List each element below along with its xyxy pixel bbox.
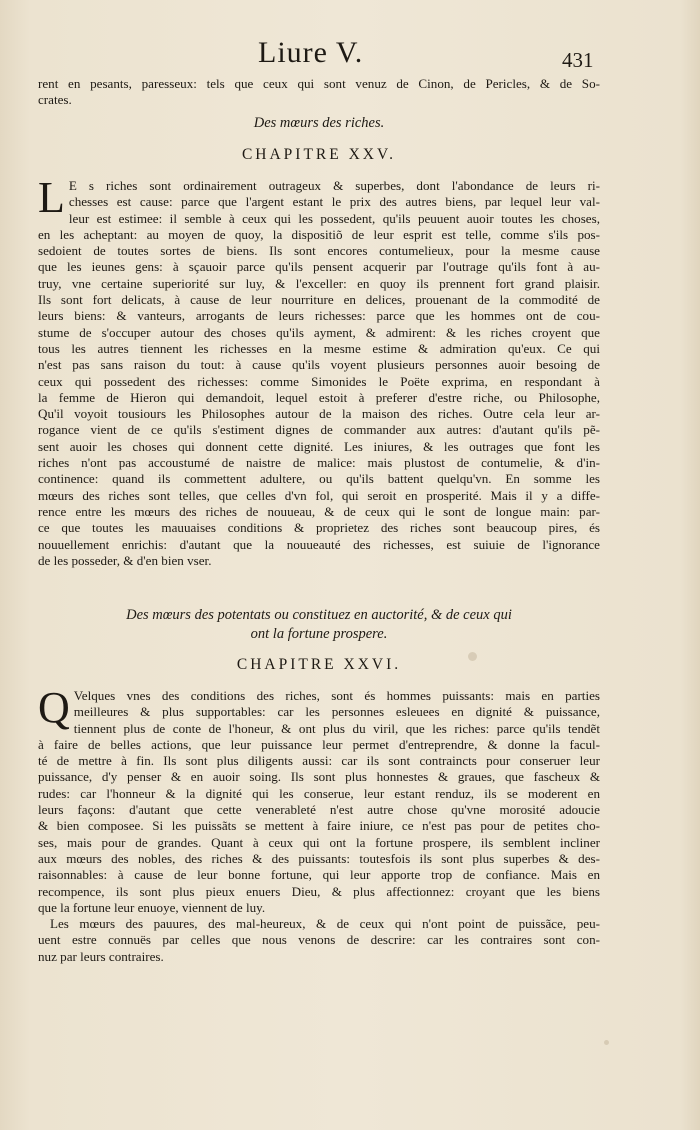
text-line: mœurs des riches sont telles, que celles d'vn fol, qui seroit en prosperité. Mais il y a diffe- — [38, 487, 600, 503]
text-line: à faire de belles actions, que leur puissance leur permet d'entreprendre, & donne la facul- — [38, 736, 600, 752]
text-line: leurs façons: d'autant que cette venerableté n'est autre chose qu'vne morosité adoucie — [38, 802, 600, 818]
page-number: 431 — [562, 48, 594, 72]
text-line: sent auoir les choses qui donnent cette dignité. Les iniures, & les outrages que font les — [38, 438, 600, 454]
text-line: de les posseder, & d'en bien vser. — [38, 552, 212, 568]
section-heading: Des mœurs des riches. — [253, 115, 385, 131]
foxing-spot — [604, 1040, 609, 1045]
text-line: rent en pesants, paresseux: tels que ceux qui sont venuz de Cinon, de Pericles, & de So- — [38, 76, 600, 91]
text-line: Velques vnes des conditions des riches, sont és hommes puissants: mais en parties — [73, 688, 600, 703]
text-line: raisonnables: à cause de leur bonne fortune, qui leur apporte trop de confiance. Mais en — [38, 867, 600, 883]
text-line: meilleures & plus supportables: car les personnes esleuees en dignité & puissance, — [73, 704, 600, 720]
text-line: en les acheptant: au moyen de quoy, la dispositiõ de leur esprit est telle, comme s'ils pos- — [38, 226, 600, 242]
text-line: & bien composee. Si les puissãts se mettent à faire iniure, ce n'est pas pour de petites cho- — [38, 818, 600, 834]
text-line: tiennent plus de conte de l'honeur, & ont plus du viril, que les riches: parce qu'ils tendẽt — [73, 720, 600, 736]
text-line: aux mœurs des nobles, des riches & des puissants: toutesfois ils sont plus superbes & des- — [38, 850, 600, 866]
text-line: continence: quand ils commettent adultere, ou qu'ils battent quelqu'vn. En somme les — [38, 471, 600, 487]
running-title: Liure V. — [258, 36, 364, 69]
text-line: Ils sont fort delicats, à cause de leur nourriture en delices, prouenant de la commodité de — [38, 292, 600, 308]
text-line: rogance vient de ce qu'ils s'estiment dignes de commander aux autres: d'autant qu'ils pẽ- — [38, 422, 600, 438]
drop-capital: L — [38, 173, 65, 222]
section-heading-line: Des mœurs des potentats ou constituez en auctorité, & de ceux qui — [126, 607, 512, 623]
text-line: rence entre les mœurs des riches de nouueau, & de ceux qui le sont de longue main: par- — [38, 503, 600, 519]
text-line: té de mettre à fin. Ils sont plus diligents aussi: car ils sont contraincts pour conseruer leur — [38, 753, 600, 769]
text-line: chesses est cause: parce que l'argent estant le prix des autres biens, par lequel leur val- — [68, 194, 600, 210]
text-line: Qu'il voyoit tousiours les Philosophes autour de la maison des riches. Outre cela leur ar- — [38, 406, 600, 422]
text-line: E s riches sont ordinairement outrageux & superbes, dont l'abondance de leurs ri- — [68, 178, 600, 193]
text-line: nouuellement enrichis: d'autant que la nouueauté des richesses, est suiuie de l'ignorance — [38, 536, 600, 552]
section-heading-line: ont la fortune prospere. — [250, 626, 388, 642]
closing-paragraph — [38, 916, 600, 965]
text-line: ce que toutes les mauuaises conditions & proprietez des riches sont beaucoup pires, és — [38, 520, 600, 536]
text-line: rudes: car l'honneur & la dignité qui les conserue, leur estant renduz, ils se moderent en — [38, 785, 600, 801]
text-line: tous les autres tiennent les richesses en la mesme estime & admiration qu'eux. Ce qui — [38, 340, 600, 356]
text-line: leurs biens: & vanteurs, arrogants de leurs richesses: parce que les hommes ont de cou- — [38, 308, 600, 324]
text-line: leur est estimee: il semble à ceux qui les possedent, qu'ils peuuent auoir toutes les choses, — [68, 210, 600, 226]
text-line: puissance, d'y penser & en auoir soing. Ils sont plus honnestes & graues, que fascheux & — [38, 769, 600, 785]
chapter-title: CHAPITRE XXVI. — [236, 656, 402, 673]
chapter-26-body — [38, 683, 600, 916]
chapter-25-body — [38, 173, 600, 569]
text-line: crates. — [38, 92, 72, 108]
text-line: recompence, ils sont plus pieux enuers Dieu, & plus affectionnez: croyant que les biens — [38, 883, 600, 899]
text-line: que la fortune leur enuoye, viennent de luy. — [38, 899, 266, 915]
section-heading — [38, 606, 600, 644]
text-line: ceux qui possedent des richesses: comme Simonides le Poëte exprima, en respondant à — [38, 373, 600, 389]
text-line: stume de s'occuper autour des choses qu'ils ayment, & admirent: & les riches croyent que — [38, 324, 600, 340]
chapter-title: CHAPITRE XXV. — [241, 146, 397, 163]
text-line: riches n'ont pas accoustumé de naistre de malice: mais plustost de contumelie, & d'in- — [38, 455, 600, 471]
text-line: n'est pas sans raison du tout: à cause qu'ils voyent plusieurs personnes auoir besoing de — [38, 357, 600, 373]
text-line: truy, vne certaine superiorité sur luy, & l'exceller: en quoy ils prennent fort grand plaisir. — [38, 275, 600, 291]
text-line: nuz par leurs contraires. — [38, 948, 164, 964]
text-line: ses, mais pour de grandes. Quant à ceux qui ont la fortune prospere, ils semblent incliner — [38, 834, 600, 850]
drop-capital: Q — [38, 683, 70, 732]
text-line: sedoient de toutes sortes de biens. Ils sont encores contumelieux, pour la mesme cause — [38, 243, 600, 259]
text-line: la femme de Hieron qui demandoit, lequel estoit à preferer d'estre riche, ou Philosophe, — [38, 389, 600, 405]
intro-paragraph — [38, 76, 600, 109]
text-line: uent estre connuës par celles que nous venons de descrire: car les contraires sont con- — [38, 932, 600, 948]
text-line: que les ieunes gens: à sçauoir parce qu'ils pensent acquerir par l'outrage qu'ils font à au- — [38, 259, 600, 275]
page-header — [0, 36, 700, 76]
text-line: Les mœurs des pauures, des mal-heureux, & de ceux qui n'ont point de puissãce, peu- — [50, 916, 600, 931]
